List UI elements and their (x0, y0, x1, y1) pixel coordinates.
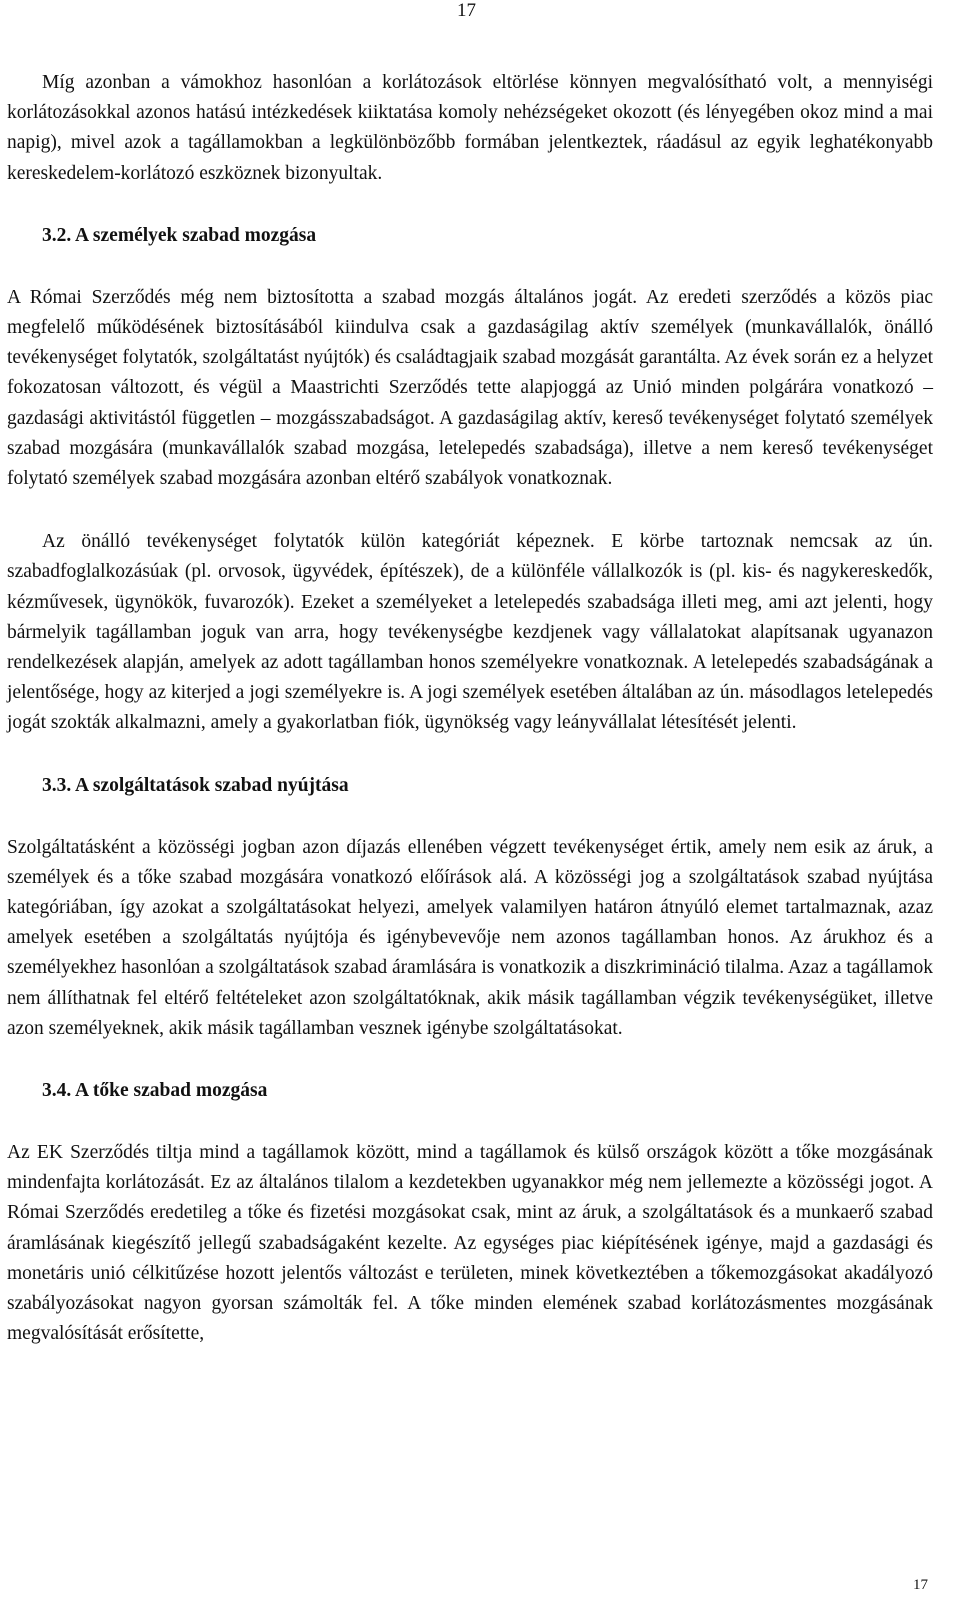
document-body (7, 68, 933, 1350)
heading-3-2: 3.2. A személyek szabad mozgása (42, 224, 317, 246)
heading-3-4: 3.4. A tőke szabad mozgása (42, 1080, 268, 1102)
paragraph-quantitative-restrictions: Míg azonban a vámokhoz hasonlóan a korlátozások eltörlése könnyen megvalósítható volt, a mennyiségi korlátozásokkal azonos hatású intézkedések kiiktatása komoly nehézségeket okozott (és lényegében okoz mind a mai napig), mivel azok a tagállamokban a legkülönbözőbb formában jelentkeztek, ráadásul az egyik leghatékonyabb kereskedelem-korlátozó eszköznek bizonyultak. (7, 72, 933, 184)
heading-3-3: 3.3. A szolgáltatások szabad nyújtása (42, 774, 349, 796)
page-number-bottom: 17 (913, 1577, 928, 1593)
paragraph-capital: Az EK Szerződés tiltja mind a tagállamok között, mind a tagállamok és külső országok között a tőke mozgásának mindenfajta korlátozását. Ez az általános tilalom a kezdetekben ugyanakkor még nem jellemezte a közösségi jogot. A Római Szerződés eredetileg a tőke és fizetési mozgásokat csak, mint az áruk, a szolgáltatások és a munkaerő szabad áramlásának kiegészítő jellegű szabadságaként kezelte. Az egységes piac kiépítésének igénye, majd a gazdasági és monetáris unió célkitűzése hozott jelentős változást e területen, minek következtében a tőkemozgásokat akadályozó szabályozásokat nagyon gyorsan számolták fel. A tőke minden elemének szabad korlátozásmentes mozgásának megvalósítását erősítette, (7, 1142, 933, 1345)
paragraph-services: Szolgáltatásként a közösségi jogban azon díjazás ellenében végzett tevékenységet értik, amely nem esik az áruk, a személyek és a tőke szabad mozgására vonatkozó előírások alá. A közösségi jog a szolgáltatások szabad nyújtása kategóriában, így azokat a szolgáltatásokat helyezi, amelyek valamilyen határon átnyúló elemet tartalmaznak, azaz amelyek esetében a szolgáltatás nyújtója és igénybevevője nem azonos tagállamban honos. Az árukhoz és a személyekhez hasonlóan a szolgáltatások szabad áramlására is vonatkozik a diszkrimináció tilalma. Azaz a tagállamok nem állíthatnak fel eltérő feltételeket azon szolgáltatóknak, akik másik tagállamban végzik tevékenységüket, illetve azon személyeknek, akik másik tagállamban vesznek igénybe szolgáltatásokat. (7, 836, 933, 1039)
paragraph-self-employed: Az önálló tevékenységet folytatók külön kategóriát képeznek. E körbe tartoznak nemcsak az ún. szabadfoglalkozásúak (pl. orvosok, ügyvédek, építészek), de a különféle vállalkozók is (pl. kis- és nagykereskedők, kézművesek, ügynökök, fuvarozók). Ezeket a személyeket a letelepedés szabadsága illeti meg, ami azt jelenti, hogy bármelyik tagállamban joguk van arra, hogy tevékenységbe kezdjenek vagy vállalatokat alapítsanak ugyanazon rendelkezések alapján, amelyek az adott tagállamban honos személyekre vonatkoznak. A letelepedés szabadságának a jelentősége, hogy az kiterjed a jogi személyekre is. A jogi személyek esetében általában az ún. másodlagos letelepedés jogát szokták alkalmazni, amely a gyakorlatban fiók, ügynökség vagy leányvállalat létesítését jelenti. (7, 531, 933, 734)
page-number-top: 17 (457, 0, 476, 21)
paragraph-free-movement-persons: A Római Szerződés még nem biztosította a szabad mozgás általános jogát. Az eredeti szerződés a közös piac megfelelő működésének biztosításából kiindulva csak a gazdaságilag aktív személyek (munkavállalók, önálló tevékenységet folytatók, szolgáltatást nyújtók) és családtagjaik szabad mozgását garantálta. Az évek során ez a helyzet fokozatosan változott, és végül a Maastrichti Szerződés tette alapjoggá az Unió minden polgárára vonatkozó – gazdasági aktivitástól független – mozgásszabadságot. A gazdaságilag aktív, kereső tevékenységet folytató személyek szabad mozgására (munkavállalók szabad mozgása, letelepedés szabadsága), illetve a nem kereső tevékenységet folytató személyek szabad mozgására azonban eltérő szabályok vonatkoznak. (7, 286, 933, 490)
